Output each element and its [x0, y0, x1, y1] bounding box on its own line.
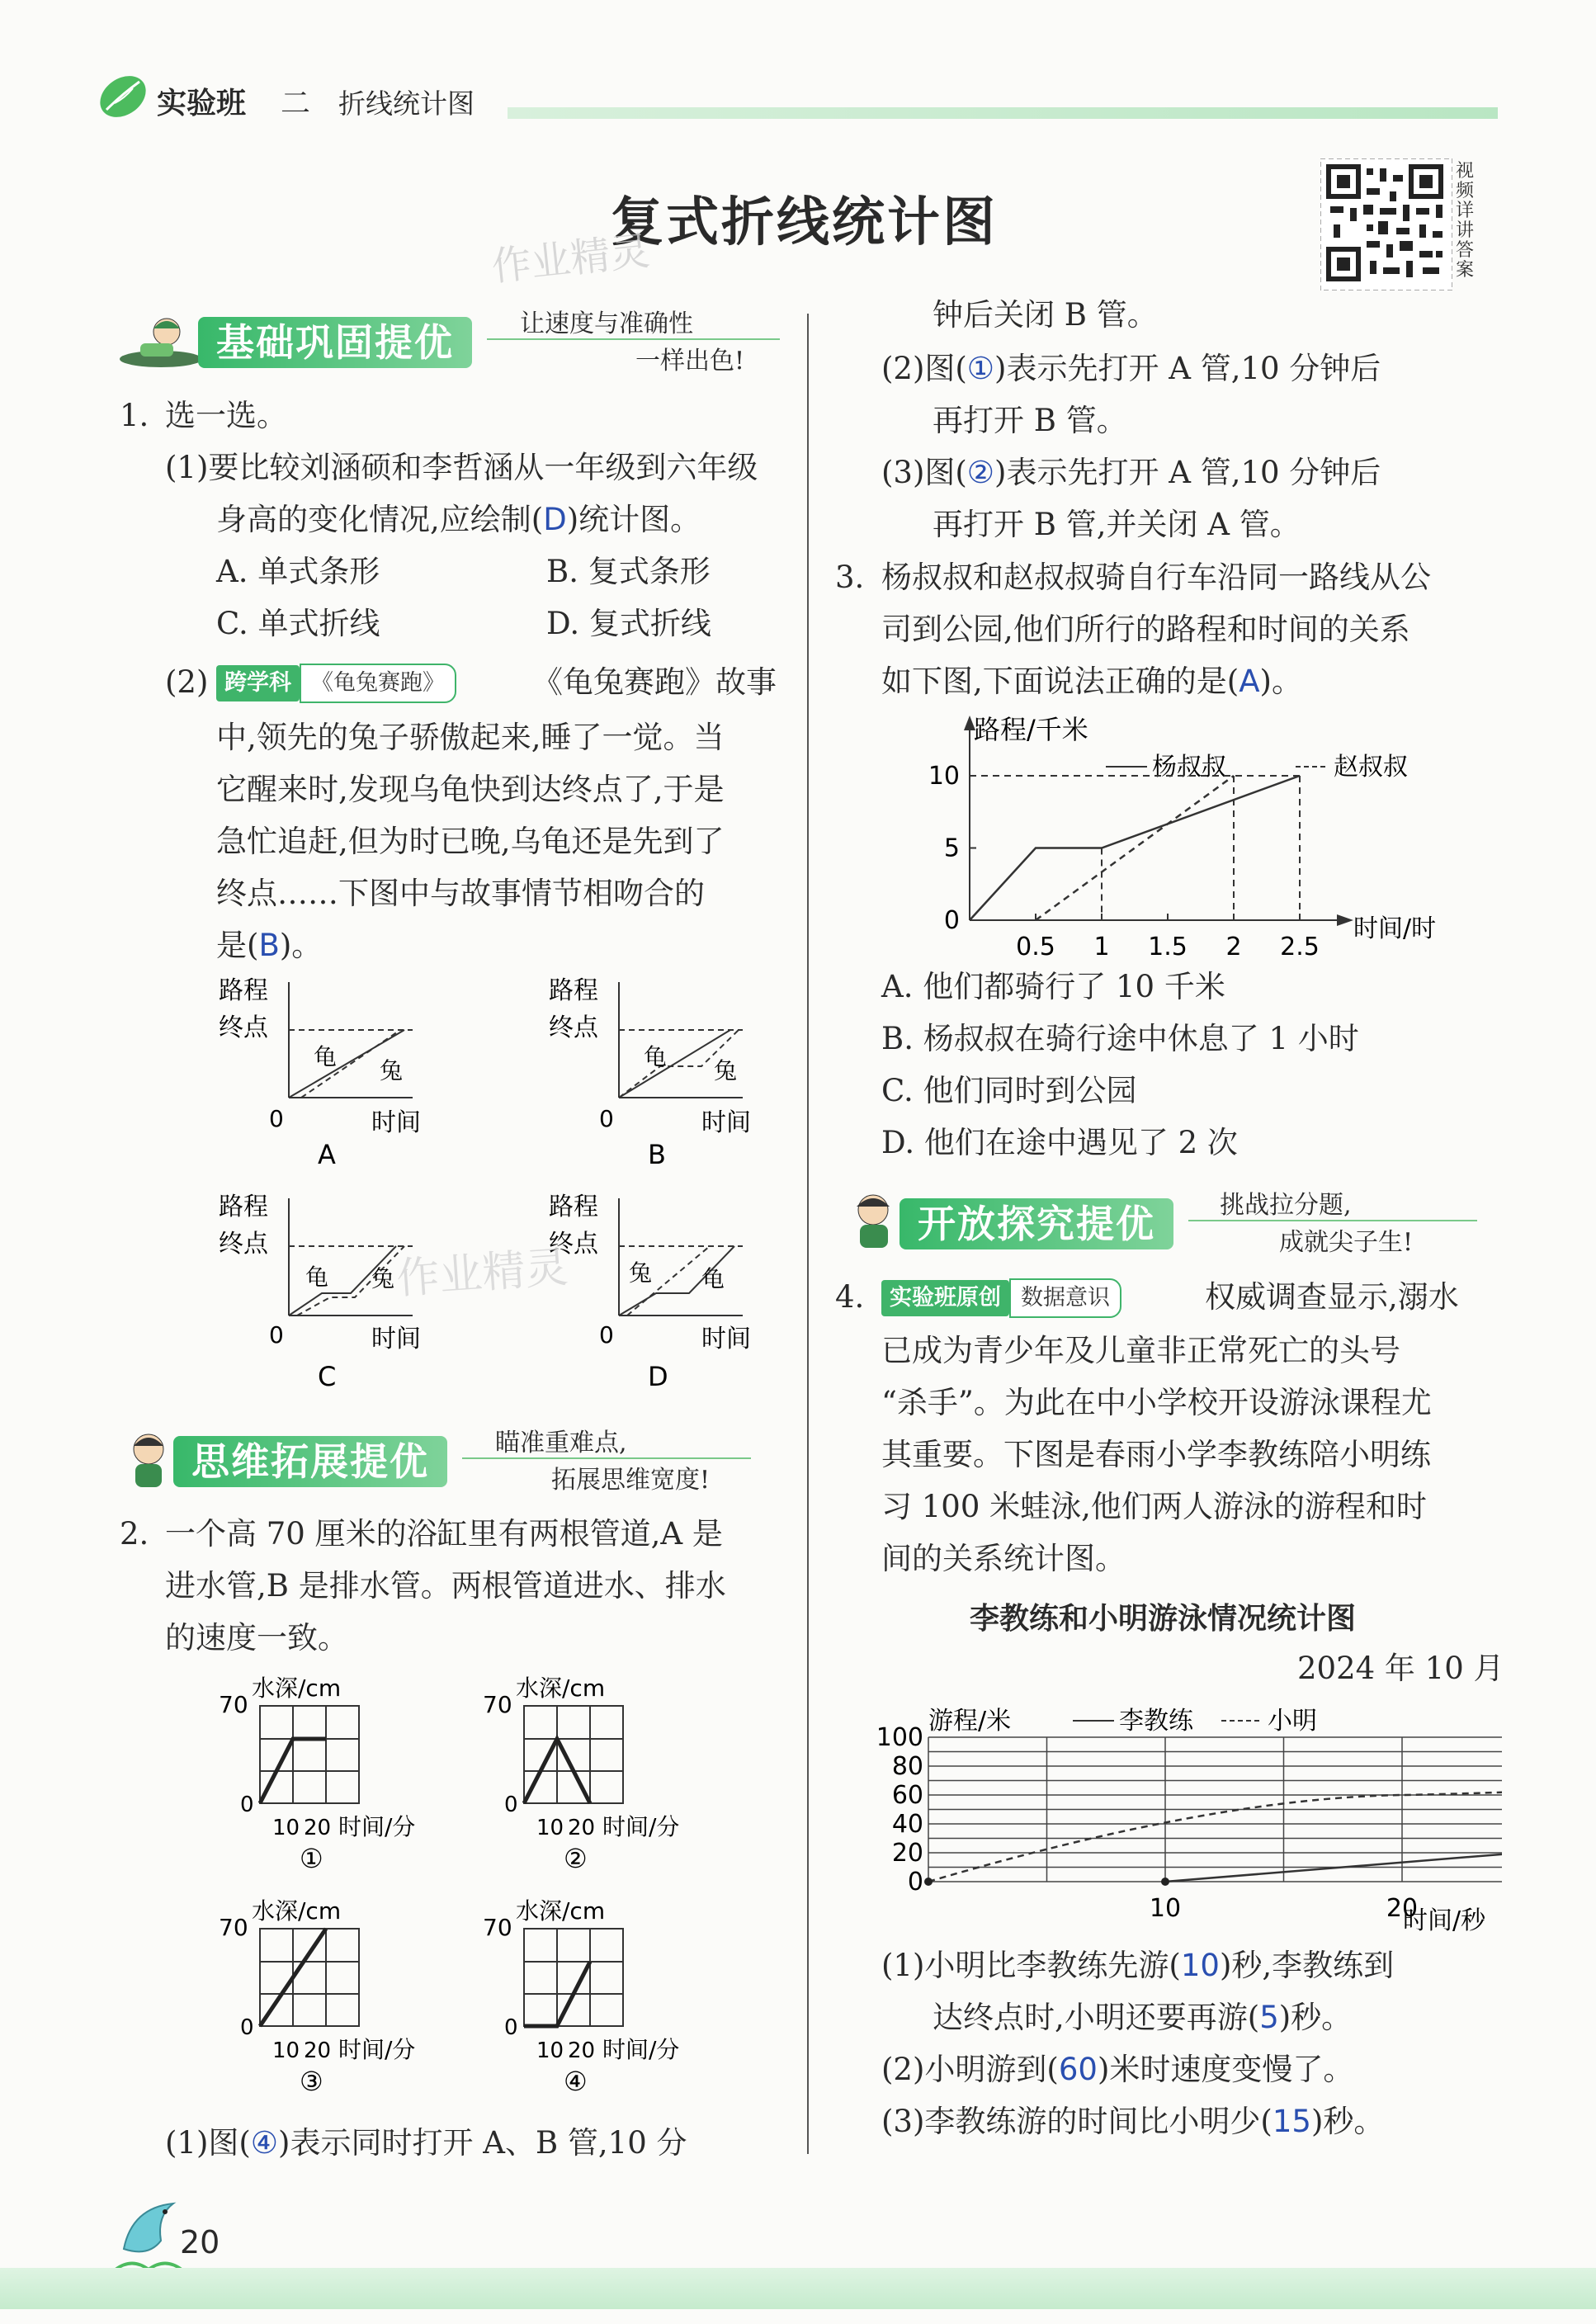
qr-code-icon: [1320, 158, 1452, 290]
q1-graph-a: [206, 974, 462, 1167]
page-number: 20: [180, 2224, 220, 2260]
graph-d-y1: 路程: [549, 1193, 598, 1221]
q2g4-frame: [524, 1929, 623, 2026]
q2g2-xlabel: 时间/分: [602, 1813, 680, 1840]
section-banner-open: 开放探究提优: [900, 1198, 1173, 1249]
q4-line6: 间的关系统计图。: [881, 1541, 1126, 1576]
q4-ytick-label: 40: [891, 1810, 923, 1839]
q2-sub2-answer: ①: [966, 351, 995, 386]
graph-b-y2: 终点: [549, 1013, 598, 1042]
q1-p2-line1: 《龟兔赛跑》故事: [532, 664, 777, 700]
graph-c-rabbit: 兔: [371, 1265, 395, 1292]
q4-sub1-answer1: 10: [1180, 1948, 1220, 1983]
q4-series-1-startpoint: [1161, 1878, 1169, 1886]
q2-sub3: (3)图(②)表示先打开 A 管,10 分钟后: [881, 455, 1381, 490]
graph-d-label: D: [648, 1361, 668, 1388]
q2g4-ymax: 70: [483, 1914, 512, 1941]
q2g3-ymax: 70: [219, 1914, 248, 1941]
q1-p2-tag: 跨学科 《龟兔赛跑》: [216, 664, 456, 703]
graph-c-origin: 0: [269, 1321, 284, 1349]
q4-sub3: (3)李教练游的时间比小明少(15)秒。: [881, 2104, 1385, 2139]
q2g4-xlabel: 时间/分: [602, 2036, 680, 2063]
q4-plot-area: [876, 1723, 1502, 1923]
q2g1-frame: [260, 1706, 359, 1803]
q4-legend-1: 李教练: [1119, 1707, 1193, 1736]
q1-graph-d-svg: [536, 1190, 792, 1388]
q1-graph-d: [536, 1190, 792, 1391]
q2-line3: 的速度一致。: [165, 1620, 348, 1656]
q4-swim-chart: [866, 1696, 1502, 1944]
q3-plot-area: [928, 762, 1320, 961]
q2-graph-1: [210, 1671, 483, 1873]
section-banner-basic: 基础巩固提优: [198, 317, 472, 368]
graph-d-tortoise: 龟: [701, 1265, 725, 1292]
q2g1-xlabel: 时间/分: [338, 1813, 416, 1840]
q3-xaxis-arrow: [1337, 914, 1353, 926]
q1-option-d: D. 复式折线: [546, 606, 711, 641]
q4-chart-date: 2024 年 10 月: [1297, 1651, 1504, 1686]
q1-number: 1.: [120, 398, 149, 433]
q1-title: 选一选。: [165, 398, 287, 433]
q4-xlabel: 时间/秒: [1403, 1906, 1486, 1935]
q2g4-x2: 20: [568, 2038, 596, 2063]
q1-option-b: B. 复式条形: [546, 554, 711, 589]
q4-chart-title: 李教练和小明游泳情况统计图: [970, 1602, 1357, 1636]
q1-p2-line5: 终点……下图中与故事情节相吻合的: [216, 876, 705, 911]
skateboard-kid-icon: [116, 314, 206, 371]
leaf-logo-icon: [95, 70, 151, 120]
graph-d-x: 时间: [701, 1325, 751, 1353]
q4-line3: “杀手”。为此在中小学校开设游泳课程尤: [881, 1385, 1432, 1420]
graph-a-origin: 0: [269, 1105, 284, 1132]
q2-line2: 进水管,B 是排水管。两根管道进水、排水: [165, 1568, 726, 1604]
q2-graph-2: [475, 1671, 747, 1873]
graph-a-rabbit: 兔: [380, 1057, 404, 1084]
q1-p2-number: (2): [165, 664, 209, 700]
graph-b-y1: 路程: [549, 976, 598, 1005]
q2g3-ylabel: 水深/cm: [252, 1897, 342, 1925]
q2g2-x2: 20: [568, 1816, 596, 1840]
graph-d-rabbit: 兔: [629, 1259, 653, 1287]
thinking-slogan-1: 瞄准重难点,: [495, 1429, 627, 1457]
q4-xtick-label: 20: [1386, 1894, 1419, 1923]
q4-series-2-startpoint: [924, 1878, 933, 1886]
graph-a-x: 时间: [371, 1108, 421, 1137]
q2g4-x1: 10: [536, 2038, 564, 2063]
q2g1-origin: 0: [240, 1793, 254, 1817]
q4-sub1-answer2: 5: [1259, 2000, 1279, 2035]
q1-option-a: A. 单式条形: [216, 554, 380, 589]
q2-sub1-cont: 钟后关闭 B 管。: [933, 297, 1158, 333]
graph-c-y1: 路程: [219, 1193, 268, 1221]
q2g2-frame: [524, 1706, 623, 1803]
section-banner-thinking: 思维拓展提优: [173, 1436, 447, 1487]
q3-option-a: A. 他们都骑行了 10 千米: [881, 969, 1225, 1004]
q2g3-origin: 0: [240, 2015, 254, 2040]
q2g1-x2: 20: [304, 1816, 332, 1840]
basic-slogan-1: 让速度与准确性: [520, 309, 693, 338]
graph-d-y2: 终点: [549, 1230, 598, 1259]
q2g3-xlabel: 时间/分: [338, 2036, 416, 2063]
q1-p1-line1: (1)要比较刘涵硕和李哲涵从一年级到六年级: [165, 450, 758, 485]
q3-ytick-label: 0: [943, 906, 960, 935]
q3-line3: 如下图,下面说法正确的是(A)。: [881, 664, 1302, 699]
open-slogan-2: 成就尖子生!: [1279, 1228, 1414, 1257]
q4-number: 4.: [835, 1279, 865, 1315]
q4-line2: 已成为青少年及儿童非正常死亡的头号: [881, 1333, 1400, 1368]
q4-ytick-label: 60: [891, 1781, 923, 1810]
q2g2-ylabel: 水深/cm: [516, 1675, 606, 1702]
q3-line1: 杨叔叔和赵叔叔骑自行车沿同一路线从公: [881, 560, 1431, 595]
basic-slogan-2: 一样出色!: [635, 347, 745, 376]
q3-number: 3.: [835, 560, 865, 595]
q2g1-x1: 10: [272, 1816, 300, 1840]
q3-xtick-label: 0.5: [1016, 933, 1055, 961]
q3-option-b: B. 杨叔叔在骑行途中休息了 1 小时: [881, 1021, 1359, 1056]
header-brand: 实验班: [157, 87, 247, 120]
q4-xtick-label: 10: [1149, 1894, 1182, 1923]
q3-ytick-label: 5: [943, 834, 960, 863]
graph-a-y2: 终点: [219, 1013, 268, 1042]
q1-p1-answer: D: [543, 502, 567, 537]
q3-line2: 司到公园,他们所行的路程和时间的关系: [881, 612, 1410, 647]
q3-answer: A: [1239, 664, 1260, 699]
q2-sub1: (1)图(④)表示同时打开 A、B 管,10 分: [165, 2125, 687, 2161]
q3-ytick-label: 10: [928, 762, 960, 791]
q4-sub3-answer: 15: [1272, 2104, 1311, 2139]
graph-c-y2: 终点: [219, 1230, 268, 1259]
q4-tag: 实验班原创 数据意识: [881, 1278, 1121, 1318]
q2g1-ylabel: 水深/cm: [252, 1675, 342, 1702]
q4-legend-2: 小明: [1268, 1707, 1317, 1736]
q2-graph-1-svg: [210, 1671, 483, 1869]
q1-graph-b: [536, 974, 792, 1167]
q2g3-x1: 10: [272, 2038, 300, 2063]
q2-line1: 一个高 70 厘米的浴缸里有两根管道,A 是: [165, 1516, 723, 1552]
q3-series-1-line: [970, 776, 1300, 920]
q2g4-origin: 0: [504, 2015, 518, 2040]
q4-line1: 权威调查显示,溺水: [1205, 1279, 1459, 1315]
q1-option-c: C. 单式折线: [216, 606, 380, 641]
q3-xtick-label: 1: [1093, 933, 1110, 961]
q2-sub2: (2)图(①)表示先打开 A 管,10 分钟后: [881, 351, 1381, 386]
q4-ytick-label: 100: [876, 1723, 923, 1752]
q3-legend-1: 杨叔叔: [1152, 753, 1226, 782]
graph-a-tortoise: 龟: [314, 1043, 338, 1070]
qr-label: 视频详讲答案: [1456, 161, 1475, 281]
q2g4-label: ④: [564, 2066, 588, 2092]
graph-b-rabbit: 兔: [714, 1057, 738, 1084]
graph-c-tortoise: 龟: [305, 1264, 329, 1291]
q2-sub1-answer: ④: [250, 2125, 279, 2161]
q3-xtick-label: 2: [1225, 933, 1242, 961]
q2-sub3-cont: 再打开 B 管,并关闭 A 管。: [933, 507, 1301, 542]
thinking-slogan-2: 拓展思维宽度!: [551, 1466, 711, 1495]
q2g3-x2: 20: [304, 2038, 332, 2063]
q1-p2-answer: B: [258, 928, 280, 963]
q1-graph-a-svg: [206, 974, 462, 1164]
q4-line5: 习 100 米蛙泳,他们两人游泳的游程和时: [881, 1489, 1427, 1524]
q4-ylabel: 游程/米: [928, 1707, 1012, 1736]
q4-ytick-label: 0: [907, 1868, 923, 1897]
graph-a-label: A: [318, 1139, 336, 1164]
column-divider: [807, 314, 809, 2154]
q4-sub2: (2)小明游到(60)米时速度变慢了。: [881, 2052, 1354, 2087]
q3-legend-2: 赵叔叔: [1334, 753, 1408, 782]
watermark-2: 作业精灵: [394, 1242, 570, 1305]
q2g2-ymax: 70: [483, 1691, 512, 1718]
q2g1-label: ①: [300, 1843, 323, 1869]
q1-p2-line6: 是(B)。: [216, 928, 323, 963]
q3-ylabel: 路程/千米: [974, 714, 1088, 745]
q2g2-origin: 0: [504, 1793, 518, 1817]
page-title: 复式折线统计图: [611, 192, 998, 253]
q2-sub2-cont: 再打开 B 管。: [933, 403, 1127, 438]
q4-sub1: (1)小明比李教练先游(10)秒,李教练到: [881, 1948, 1395, 1983]
q2-sub3-answer: ②: [966, 455, 995, 490]
q4-sub2-answer: 60: [1058, 2052, 1098, 2087]
q2g3-label: ③: [300, 2066, 323, 2092]
graph-c-x: 时间: [371, 1325, 421, 1353]
q3-option-d: D. 他们在途中遇见了 2 次: [881, 1125, 1238, 1160]
graph-c-label: C: [318, 1361, 337, 1388]
q2g3-frame: [260, 1929, 359, 2026]
graph-b-label: B: [648, 1139, 666, 1164]
header-chapter: 折线统计图: [338, 87, 475, 120]
q2g2-label: ②: [564, 1843, 588, 1869]
watermark: 作业精灵: [489, 228, 652, 290]
q1-graph-b-svg: [536, 974, 792, 1164]
q3-xtick-label: 2.5: [1280, 933, 1320, 961]
q2-graph-4: [475, 1894, 747, 2095]
q2-graph-3: [210, 1894, 483, 2095]
graph-b-x: 时间: [701, 1108, 751, 1137]
q1-p2-line4: 急忙追赶,但为时已晚,乌龟还是先到了: [216, 824, 725, 859]
header-chapter-no: 二: [281, 87, 311, 120]
q1-p2-line2: 中,领先的兔子骄傲起来,睡了一觉。当: [216, 720, 725, 755]
q4-line4: 其重要。下图是春雨小学李教练陪小明练: [881, 1437, 1431, 1472]
q3-xlabel: 时间/时: [1353, 914, 1437, 943]
graph-d-origin: 0: [599, 1321, 614, 1349]
graph-b-tortoise: 龟: [644, 1043, 668, 1070]
q1-p2-line3: 它醒来时,发现乌龟快到达终点了,于是: [216, 772, 725, 807]
q1-p1-line2: 身高的变化情况,应绘制(D)统计图。: [216, 502, 701, 537]
q3-xtick-label: 1.5: [1148, 933, 1188, 961]
graph-a-y1: 路程: [219, 976, 268, 1005]
open-slogan-1: 挑战拉分题,: [1220, 1191, 1352, 1220]
q3-distance-time-chart: [908, 706, 1502, 961]
q2g2-x1: 10: [536, 1816, 564, 1840]
q2-graph-4-svg: [475, 1894, 747, 2092]
footer-band: [0, 2268, 1596, 2309]
q4-sub1-cont: 达终点时,小明还要再游(5)秒。: [933, 2000, 1353, 2035]
graph-b-origin: 0: [599, 1105, 614, 1132]
q2-number: 2.: [120, 1516, 149, 1552]
q2-graph-2-svg: [475, 1671, 747, 1869]
q2g1-ymax: 70: [219, 1691, 248, 1718]
q2-graph-3-svg: [210, 1894, 483, 2092]
q4-ytick-label: 20: [891, 1839, 923, 1868]
q2g4-ylabel: 水深/cm: [516, 1897, 606, 1925]
header-rule: [508, 107, 1498, 119]
q3-option-c: C. 他们同时到公园: [881, 1073, 1137, 1108]
q4-ytick-label: 80: [891, 1752, 923, 1781]
